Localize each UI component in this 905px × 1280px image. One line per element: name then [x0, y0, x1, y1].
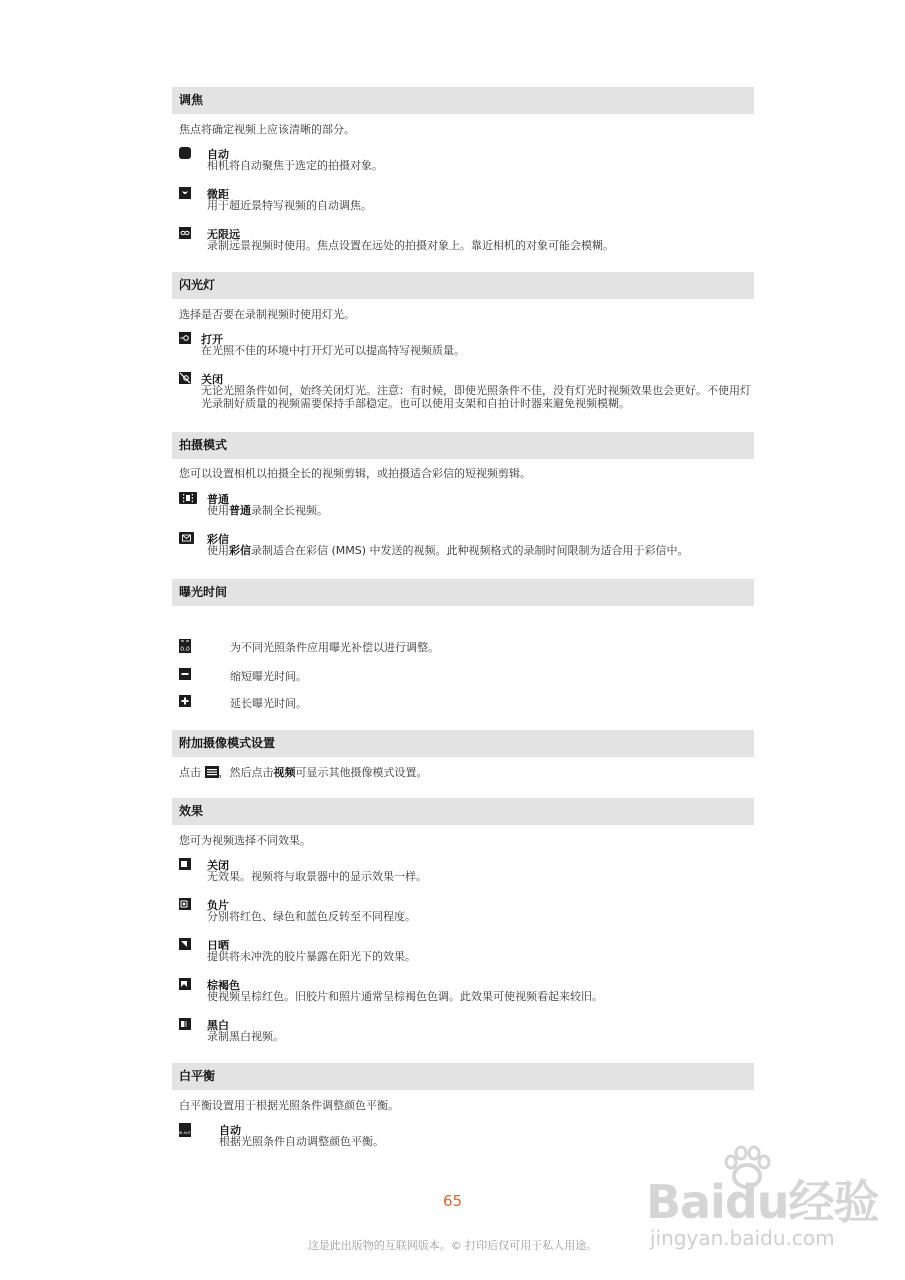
item-title: 棕褐色 [207, 979, 240, 992]
section-header-shooting-mode: 拍摄模式 [172, 432, 754, 459]
item-title: 关闭 [207, 859, 229, 872]
watermark-url: jingyan.baidu.com [650, 1226, 835, 1250]
item-title: 普通 [207, 493, 229, 506]
item-title: 彩信 [207, 533, 229, 546]
section-text-additional: 点击 ，然后点击视频可显示其他摄像模式设置。 [179, 766, 428, 779]
item-text: 缩短曝光时间。 [230, 670, 307, 683]
effect-off-icon [179, 858, 191, 870]
section-header-flash: 闪光灯 [172, 272, 754, 299]
item-title: 负片 [207, 899, 229, 912]
item-desc: 录制黑白视频。 [207, 1030, 284, 1043]
auto-focus-icon [179, 147, 191, 159]
exposure-item-plus [179, 695, 759, 709]
item-desc: 相机将自动聚焦于选定的拍摄对象。 [207, 159, 383, 172]
svg-text:WB AUTO: WB AUTO [176, 1131, 194, 1135]
item-title: 自动 [219, 1124, 241, 1137]
item-title: 打开 [201, 333, 223, 346]
item-desc: 无论光照条件如何，始终关闭灯光。注意：有时候，即使光照条件不佳，没有灯光时视频效果也会更好。不使用灯光录制好质量的视频需要保持手部稳定。也可以使用支架和自拍计时器来避免视频模糊。 [201, 384, 751, 410]
exposure-item-value [179, 639, 759, 653]
flash-on-icon [179, 332, 191, 344]
item-desc: 无效果。视频将与取景器中的显示效果一样。 [207, 870, 427, 883]
item-desc: 使用普通录制全长视频。 [207, 504, 328, 517]
black-white-icon [179, 1018, 191, 1030]
item-desc: 提供将未冲洗的胶片暴露在阳光下的效果。 [207, 950, 416, 963]
item-title: 关闭 [201, 373, 223, 386]
section-intro-focus: 焦点将确定视频上应该清晰的部分。 [179, 123, 355, 136]
baidu-watermark [640, 1140, 880, 1280]
section-intro-flash: 选择是否要在录制视频时使用灯光。 [179, 308, 355, 321]
negative-icon [179, 898, 191, 910]
item-desc: 分别将红色、绿色和蓝色反转至不同程度。 [207, 910, 416, 923]
section-header-exposure: 曝光时间 [172, 579, 754, 606]
footer-note: 这是此出版物的互联网版本。© 打印后仅可用于私人用途。 [307, 1239, 598, 1252]
item-title: 自动 [207, 148, 229, 161]
minus-icon [179, 668, 191, 680]
item-desc: 使视频呈棕红色。旧胶片和照片通常呈棕褐色色调。此效果可使视频看起来较旧。 [207, 990, 603, 1003]
sepia-icon [179, 978, 191, 990]
section-header-effects: 效果 [172, 798, 754, 825]
item-title: 黑白 [207, 1019, 229, 1032]
item-desc: 在光照不佳的环境中打开灯光可以提高特写视频质量。 [201, 344, 465, 357]
item-desc: 使用彩信录制适合在彩信 (MMS) 中发送的视频。此种视频格式的录制时间限制为适合用于彩信中。 [207, 544, 689, 557]
watermark-logo: Baidu经验 [646, 1175, 879, 1229]
section-intro-white-balance: 白平衡设置用于根据光照条件调整颜色平衡。 [179, 1099, 399, 1112]
exposure-item-minus [179, 668, 759, 682]
infinity-icon [179, 227, 191, 239]
exposure-value-icon [179, 639, 191, 653]
section-intro-effects: 您可为视频选择不同效果。 [179, 834, 311, 847]
wb-auto-icon [176, 1123, 194, 1137]
settings-menu-icon [205, 766, 219, 778]
item-text: 为不同光照条件应用曝光补偿以进行调整。 [230, 641, 439, 654]
item-title: 日晒 [207, 939, 229, 952]
macro-icon [179, 187, 191, 199]
solarize-icon [179, 938, 191, 950]
page-number: 65 [442, 1192, 463, 1210]
svg-text:0.0: 0.0 [180, 646, 190, 653]
item-desc: 根据光照条件自动调整颜色平衡。 [219, 1135, 384, 1148]
section-header-focus: 调焦 [172, 87, 754, 114]
item-title: 微距 [207, 188, 229, 201]
film-strip-icon [179, 492, 197, 504]
plus-icon [179, 695, 191, 707]
item-desc: 录制远景视频时使用。焦点设置在远处的拍摄对象上。靠近相机的对象可能会模糊。 [207, 239, 614, 252]
item-title: 无限远 [207, 228, 240, 241]
item-desc: 用于超近景特写视频的自动调焦。 [207, 199, 372, 212]
section-intro-shooting-mode: 您可以设置相机以拍摄全长的视频剪辑，或拍摄适合彩信的短视频剪辑。 [179, 467, 531, 480]
section-header-white-balance: 白平衡 [172, 1063, 754, 1090]
flash-off-icon [179, 372, 191, 384]
item-text: 延长曝光时间。 [230, 697, 307, 710]
section-header-additional: 附加摄像模式设置 [172, 730, 754, 757]
mms-icon [179, 532, 194, 544]
